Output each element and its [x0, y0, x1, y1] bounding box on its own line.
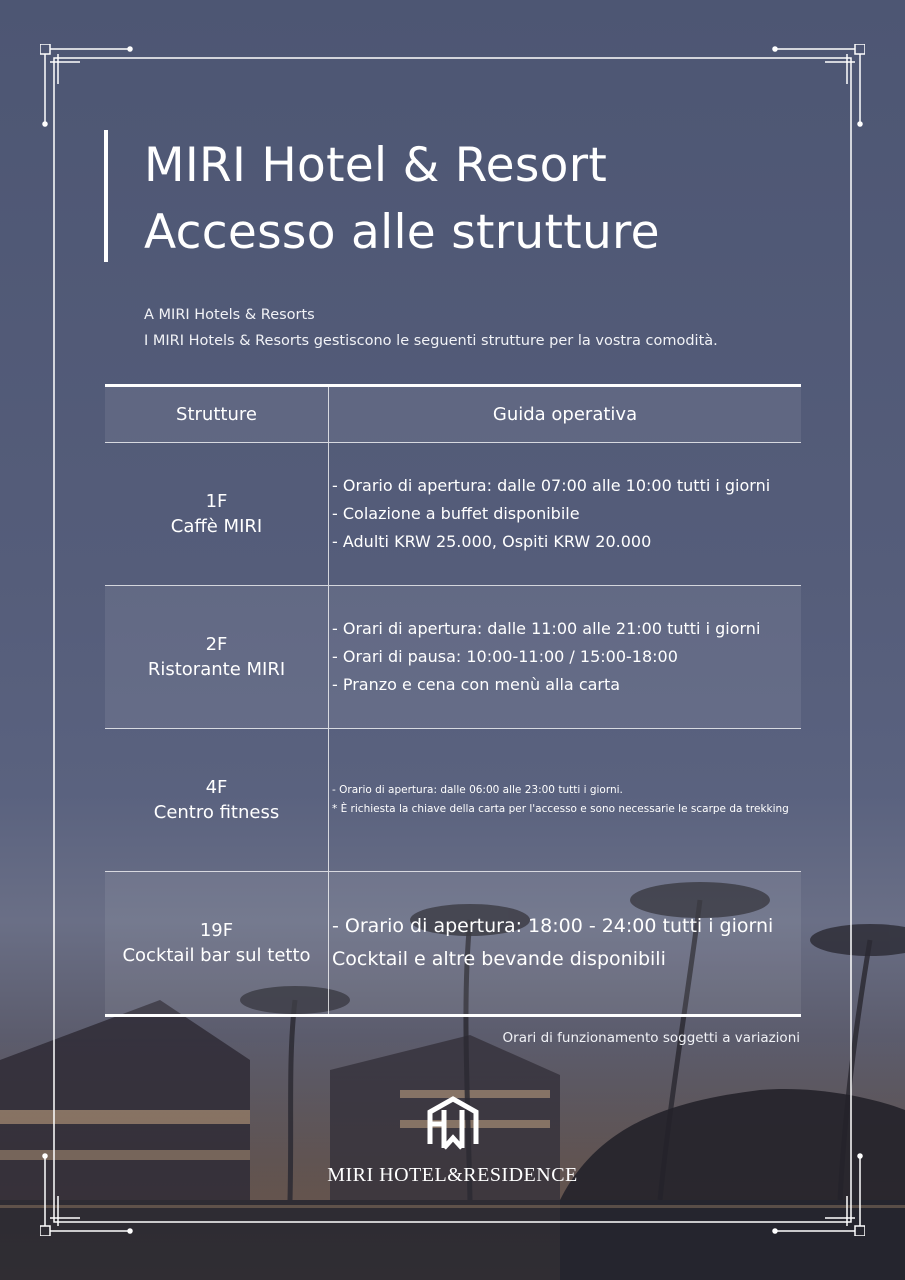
facility-cell: [105, 729, 329, 871]
guide-line: - Adulti KRW 25.000, Ospiti KRW 20.000: [332, 532, 652, 551]
brand-name: MIRI HOTEL&RESIDENCE: [327, 1164, 578, 1186]
guide-line: * È richiesta la chiave della carta per l'accesso e sono necessarie le scarpe da trekking: [332, 803, 789, 815]
guide-cell: [329, 586, 801, 728]
guide-cell: [329, 729, 801, 871]
title-accent-bar: [104, 130, 108, 262]
facility-name: Cocktail bar sul tetto: [122, 945, 311, 966]
guide-line: - Orari di apertura: dalle 11:00 alle 21:00 tutti i giorni: [332, 619, 761, 638]
guide-line: Cocktail e altre bevande disponibili: [332, 948, 666, 970]
guide-line: - Orario di apertura: dalle 07:00 alle 10:00 tutti i giorni: [332, 476, 771, 495]
facility-floor: 4F: [205, 777, 228, 798]
facility-floor: 1F: [205, 491, 228, 512]
table-row: [105, 443, 801, 586]
table-row: [105, 729, 801, 872]
facility-name: Centro fitness: [153, 802, 280, 823]
title-line-2: Accesso alle strutture: [144, 205, 660, 260]
table-bottom-rule: [105, 1014, 801, 1017]
page-title: [144, 132, 844, 266]
guide-line: - Pranzo e cena con menù alla carta: [332, 675, 621, 694]
guide-line: - Colazione a buffet disponibile: [332, 504, 580, 523]
header-facilities: Strutture: [105, 387, 329, 442]
table-header-row: [105, 387, 801, 443]
facility-floor: 19F: [199, 920, 234, 941]
hotel-logo-icon: [424, 1094, 482, 1154]
intro-text: [144, 302, 824, 354]
table-row: [105, 586, 801, 729]
title-line-1: MIRI Hotel & Resort: [144, 138, 608, 193]
facilities-table: [105, 384, 801, 1017]
facility-cell: [105, 586, 329, 728]
facility-name: Ristorante MIRI: [147, 659, 286, 680]
facility-floor: 2F: [205, 634, 228, 655]
table-row: [105, 872, 801, 1014]
facility-name: Caffè MIRI: [170, 516, 263, 537]
hours-note: Orari di funzionamento soggetti a variazioni: [502, 1030, 800, 1046]
guide-line: - Orario di apertura: 18:00 - 24:00 tutti i giorni: [332, 915, 774, 937]
facility-cell: [105, 872, 329, 1014]
guide-cell: [329, 443, 801, 585]
guide-cell: [329, 872, 801, 1014]
intro-line-2: I MIRI Hotels & Resorts gestiscono le seguenti strutture per la vostra comodità.: [144, 333, 718, 349]
facility-cell: [105, 443, 329, 585]
header-guide: Guida operativa: [492, 403, 638, 425]
intro-line-1: A MIRI Hotels & Resorts: [144, 307, 315, 323]
guide-line: - Orari di pausa: 10:00-11:00 / 15:00-18:00: [332, 647, 678, 666]
guide-line: - Orario di apertura: dalle 06:00 alle 23:00 tutti i giorni.: [332, 784, 623, 796]
